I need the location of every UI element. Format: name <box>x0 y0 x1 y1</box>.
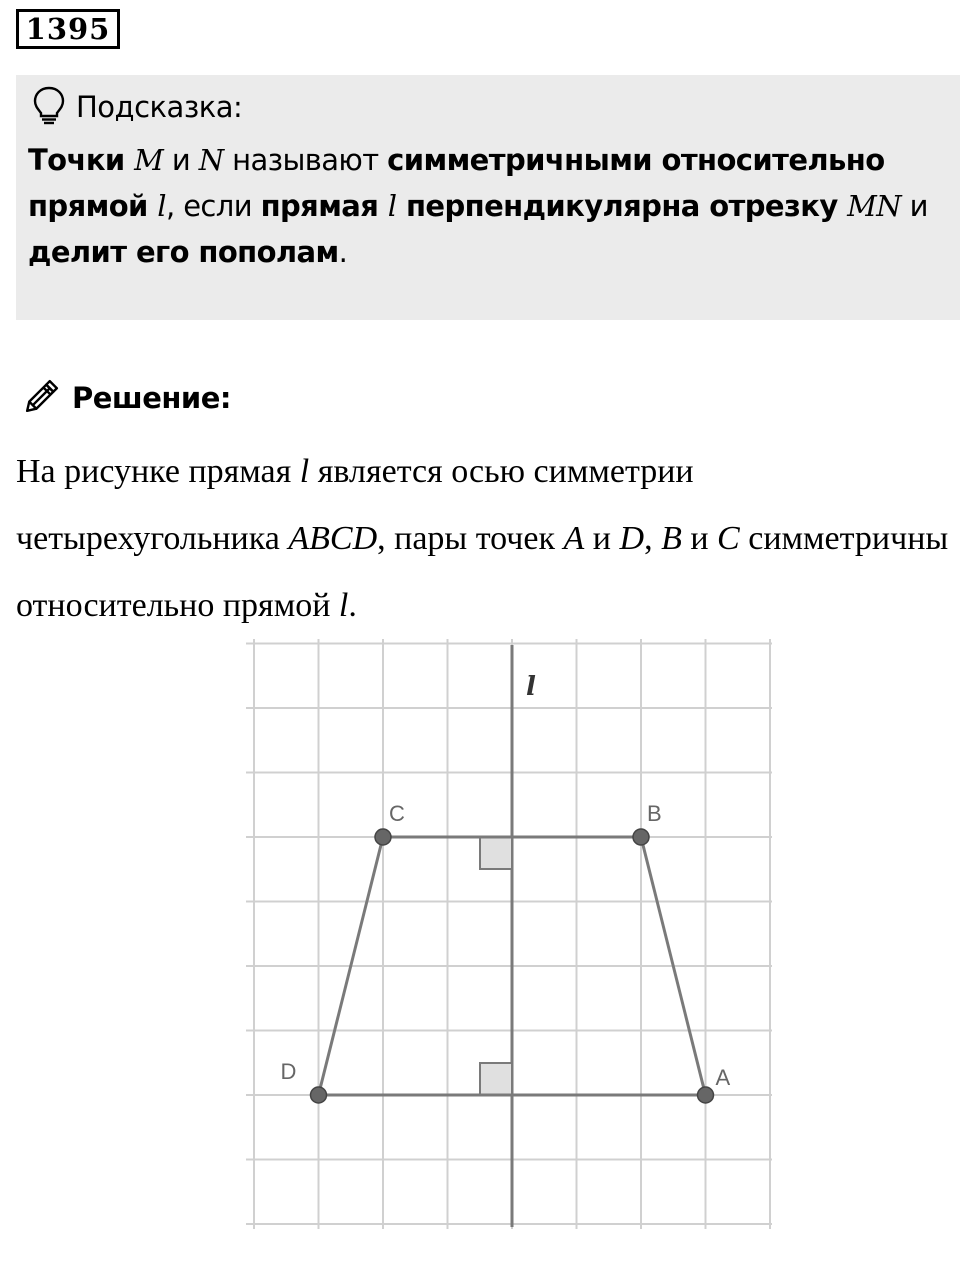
hint-title: Подсказка: <box>76 90 243 124</box>
line-l: l <box>338 587 349 624</box>
point-m: M <box>134 143 164 177</box>
point-a: A <box>563 520 585 557</box>
lightbulb-icon <box>32 85 66 129</box>
point-label-a: A <box>715 1065 731 1090</box>
right-angle-marker <box>480 1063 512 1095</box>
point-label-d: D <box>280 1059 297 1084</box>
point-c: C <box>717 520 740 557</box>
line-l: l <box>157 189 166 223</box>
hint-text <box>28 137 948 275</box>
line-l: l <box>299 453 310 490</box>
line-l: l <box>387 189 397 223</box>
segment-mn: MN <box>847 189 902 223</box>
figure-canvas <box>236 633 780 1233</box>
hint-box <box>16 75 960 320</box>
solution-title: Решение: <box>72 381 232 415</box>
point-c <box>375 829 391 845</box>
trapezoid-figure <box>236 633 780 1233</box>
hint-text-part: называют <box>223 143 388 177</box>
hint-header <box>32 87 242 127</box>
solution-text <box>16 438 956 639</box>
solution-text-part: и <box>681 520 718 557</box>
solution-header <box>20 376 231 420</box>
point-b: B <box>661 520 682 557</box>
hint-text-part: и <box>163 143 199 177</box>
hint-bold-part: перпендикулярна отрезку <box>396 189 848 223</box>
quadrilateral-abcd: ABCD <box>288 520 378 557</box>
point-d <box>311 1087 327 1103</box>
solution-text-part: , пары точек <box>377 520 564 557</box>
point-d: D <box>619 520 645 557</box>
point-a <box>698 1087 714 1103</box>
solution-text-part: является осью симметрии четырехугольника <box>16 453 694 557</box>
hint-text-part: Точки <box>28 143 135 177</box>
solution-text-part: . <box>348 587 357 624</box>
point-label-c: C <box>389 801 405 826</box>
right-angle-marker <box>480 837 512 869</box>
hint-text-part: , если <box>165 189 261 223</box>
solution-text-part: и <box>584 520 620 557</box>
point-b <box>633 829 649 845</box>
hint-bold-part: делит его пополам <box>28 235 339 269</box>
point-n: N <box>198 143 224 177</box>
hint-bold-part: симметричными относительно прямой <box>28 143 885 223</box>
axis-label-l: l <box>526 672 536 702</box>
solution-text-part: На рисунке прямая <box>16 453 300 490</box>
solution-text-part: , <box>644 520 662 557</box>
problem-number: 1395 <box>16 9 120 49</box>
point-label-b: B <box>647 801 662 826</box>
pencil-icon <box>20 374 64 422</box>
hint-text-part: и <box>901 189 928 223</box>
solution-text-part: симметричны относительно прямой <box>16 520 949 624</box>
hint-bold-part: прямая <box>260 189 388 223</box>
hint-text-part: . <box>338 235 348 269</box>
